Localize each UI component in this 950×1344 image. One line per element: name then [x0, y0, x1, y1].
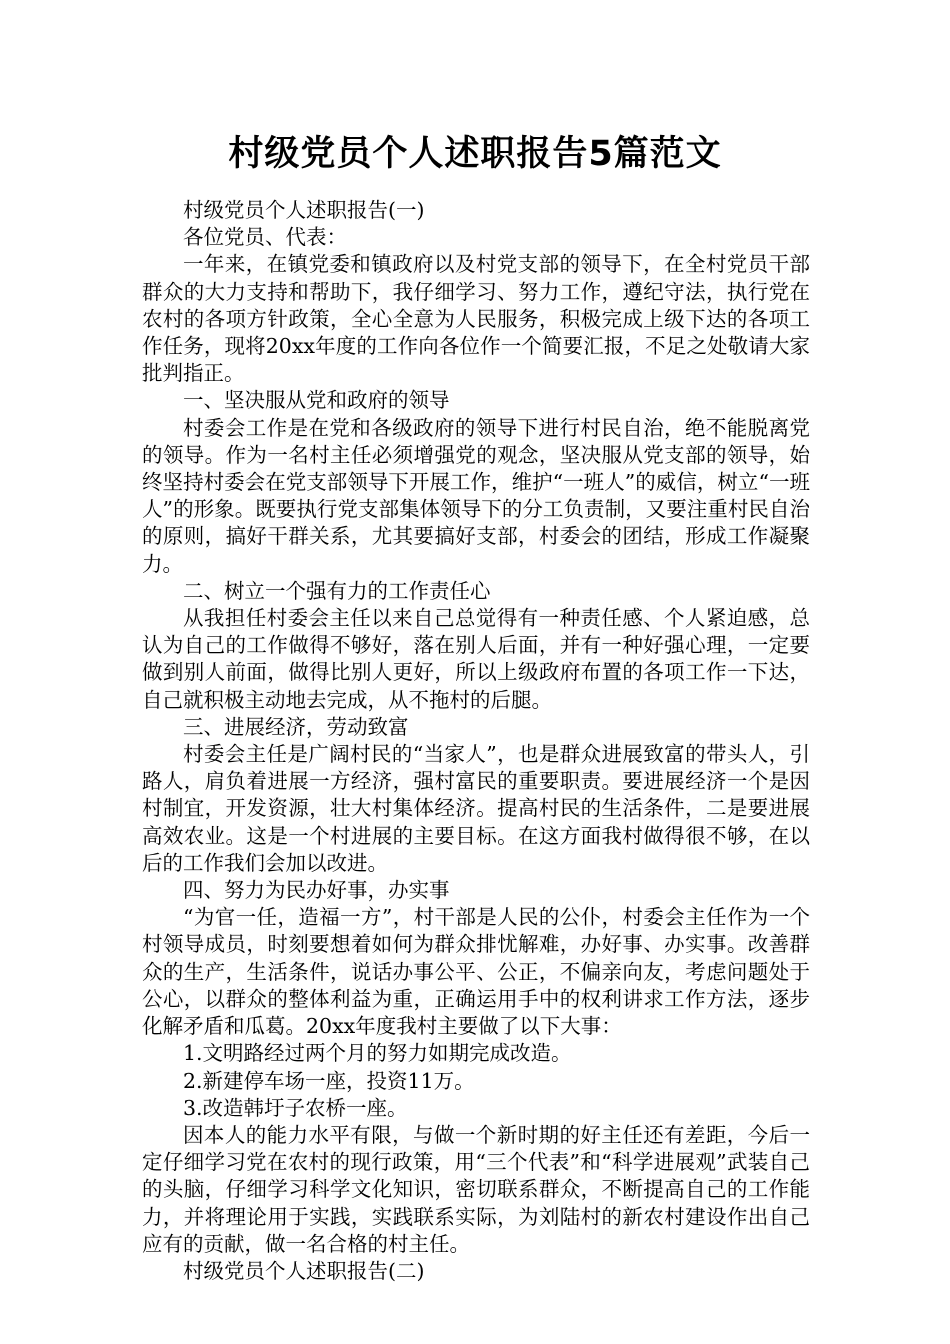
salutation: 各位党员、代表：	[183, 225, 347, 250]
section-heading: 一、坚决服从党和政府的领导	[183, 388, 450, 413]
paragraph: 从我担任村委会主任以来自己总觉得有一种责任感、个人紧迫感，总认为自己的工作做得不够好，落在别人后面，并有一种好强心理，一定要做到别人前面，做得比别人更好，所以上级政府布置的各项工作一下达，自己就积极主动地去完成，从不拖村的后腿。	[142, 606, 810, 712]
section-heading: 村级党员个人述职报告(一)	[183, 198, 425, 222]
paragraph: 村委会主任是广阔村民的“当家人”，也是群众进展致富的带头人，引路人，肩负着进展一方经济，强村富民的重要职责。要进展经济一个是因村制宜，开发资源，壮大村集体经济。提高村民的生活条件，二是要进展高效农业。这是一个村进展的主要目标。在这方面我村做得很不够，在以后的工作我们会加以改进。	[142, 742, 810, 875]
paragraph: 村委会工作是在党和各级政府的领导下进行村民自治，绝不能脱离党的领导。作为一名村主任必须增强党的观念，坚决服从党支部的领导，始终坚持村委会在党支部领导下开展工作，维护“一班人”的威信，树立“一班人”的形象。既要执行党支部集体领导下的分工负责制，又要注重村民自治的原则，搞好干群关系，尤其要搞好支部，村委会的团结，形成工作凝聚力。	[142, 415, 810, 576]
paragraph: “为官一任，造福一方”，村干部是人民的公仆，村委会主任作为一个村领导成员，时刻要想着如何为群众排忧解难，办好事、办实事。改善群众的生产，生活条件，说话办事公平、公正，不偏亲向友，考虑问题处于公心，以群众的整体利益为重，正确运用手中的权利讲求工作方法，逐步化解矛盾和瓜葛。20xx年度我村主要做了以下大事：	[142, 905, 810, 1039]
section-heading: 二、树立一个强有力的工作责任心	[183, 578, 491, 603]
list-item: 2.新建停车场一座，投资11万。	[183, 1068, 475, 1093]
paragraph: 一年来，在镇党委和镇政府以及村党支部的领导下，在全村党员干部群众的大力支持和帮助下，我仔细学习、努力工作，遵纪守法，执行党在农村的各项方针政策，全心全意为人民服务，积极完成上级下达的各项工作任务，现将20xx年度的工作向各位作一个简要汇报，不足之处敬请大家批判指正。	[142, 252, 810, 386]
section-heading: 四、努力为民办好事，办实事	[183, 878, 450, 903]
list-item: 3.改造韩圩子农桥一座。	[183, 1095, 408, 1120]
document-body	[142, 197, 810, 1285]
list-item: 1.文明路经过两个月的努力如期完成改造。	[183, 1041, 572, 1066]
document-title: 村级党员个人述职报告5篇范文	[228, 134, 722, 174]
paragraph: 因本人的能力水平有限，与做一个新时期的好主任还有差距，今后一定仔细学习党在农村的现行政策，用“三个代表”和“科学进展观”武装自己的头脑，仔细学习科学文化知识，密切联系群众，不断提高自己的工作能力，并将理论用于实践，实践联系实际，为刘陆村的新农村建设作出自己应有的贡献，做一名合格的村主任。	[142, 1122, 810, 1256]
section-heading: 三、进展经济，劳动致富	[183, 714, 409, 739]
section-heading: 村级党员个人述职报告(二)	[183, 1258, 425, 1283]
